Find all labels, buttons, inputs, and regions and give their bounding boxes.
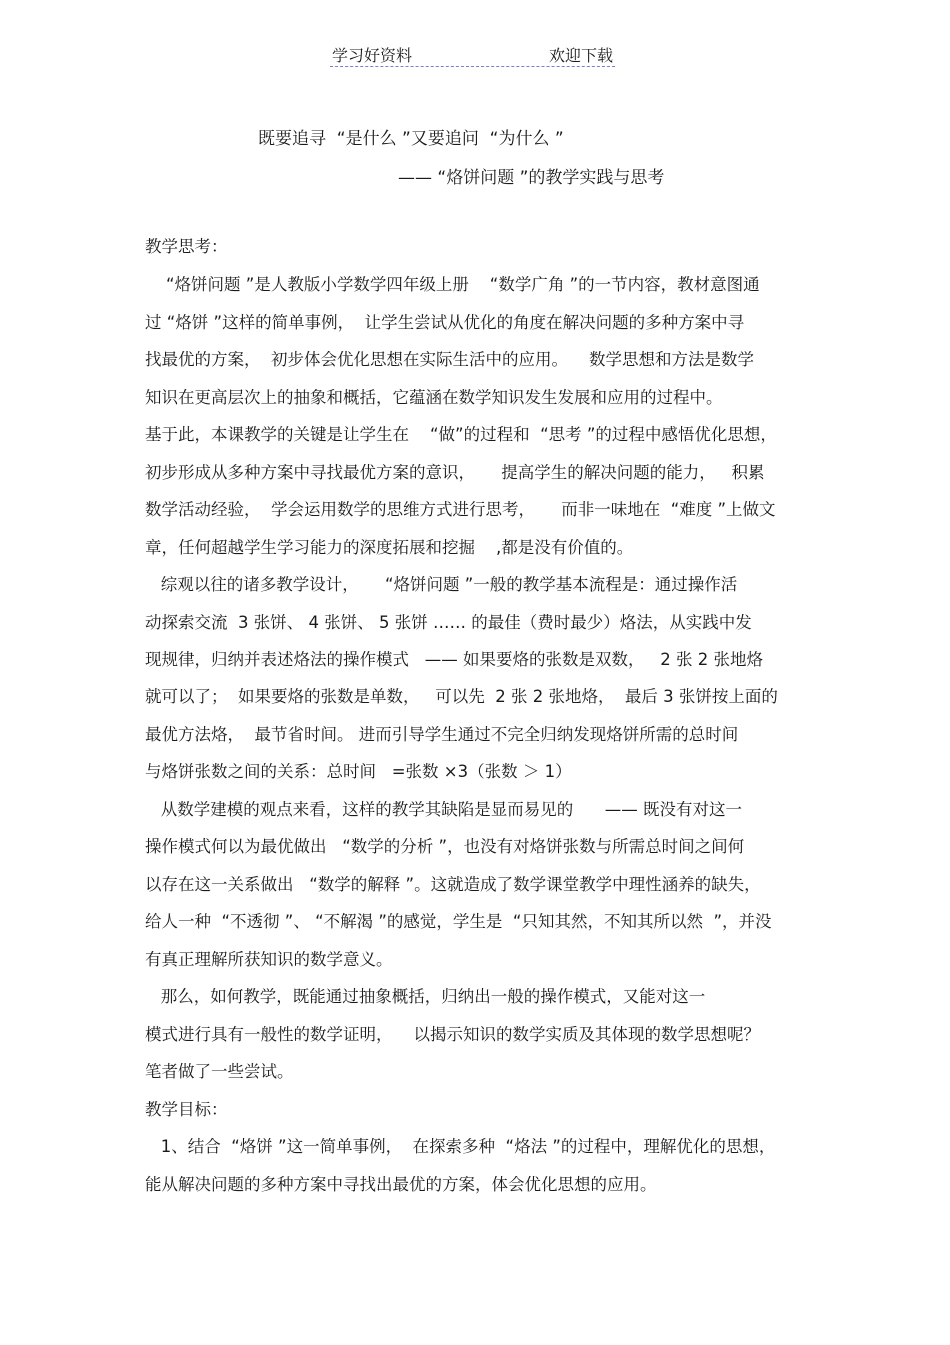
body-line: 初步形成从多种方案中寻找最优方案的意识， 提高学生的解决问题的能力， 积累 bbox=[145, 463, 765, 482]
section-heading-goals: 教学目标： bbox=[145, 1100, 228, 1119]
header-right-text: 欢迎下载 bbox=[548, 46, 613, 65]
section-heading-thinking: 教学思考： bbox=[145, 237, 228, 256]
body-line: 那么，如何教学，既能通过抽象概括，归纳出一般的操作模式，又能对这一 bbox=[145, 987, 706, 1006]
formula-line: 与烙饼张数之间的关系：总时间 =张数 ×3（张数 ＞ 1） bbox=[145, 762, 572, 781]
body-line: 知识在更高层次上的抽象和概括，它蕴涵在数学知识发生发展和应用的过程中。 bbox=[145, 388, 723, 407]
body-line: 能从解决问题的多种方案中寻找出最优的方案，体会优化思想的应用。 bbox=[145, 1175, 657, 1194]
body-line: 最优方法烙， 最节省时间。 进而引导学生通过不完全归纳发现烙饼所需的总时间 bbox=[145, 725, 739, 744]
document-subtitle: —— “烙饼问题 ”的教学实践与思考 bbox=[398, 168, 665, 188]
page-header bbox=[330, 40, 615, 67]
body-line: 章，任何超越学生学习能力的深度拓展和挖掘 ,都是没有价值的。 bbox=[145, 538, 634, 557]
header-left-text: 学习好资料 bbox=[332, 46, 413, 65]
body-line: 动探索交流 3 张饼、 4 张饼、 5 张饼 …… 的最佳（费时最少）烙法，从实践中发 bbox=[145, 613, 752, 632]
body-line: 现规律，归纳并表述烙法的操作模式 —— 如果要烙的张数是双数， 2 张 2 张地烙 bbox=[145, 650, 763, 669]
body-line: 综观以往的诸多教学设计， “烙饼问题 ”一般的教学基本流程是：通过操作活 bbox=[145, 575, 738, 594]
body-line: 数学活动经验， 学会运用数学的思维方式进行思考， 而非一味地在 “难度 ”上做文 bbox=[145, 500, 776, 519]
body-line: 找最优的方案， 初步体会优化思想在实际生活中的应用。 数学思想和方法是数学 bbox=[145, 350, 754, 369]
body-line: 基于此，本课教学的关键是让学生在 “做”的过程和 “思考 ”的过程中感悟优化思想， bbox=[145, 425, 777, 444]
body-line: 过 “烙饼 ”这样的简单事例， 让学生尝试从优化的角度在解决问题的多种方案中寻 bbox=[145, 313, 745, 332]
body-line: 以存在这一关系做出 “数学的解释 ”。这就造成了数学课堂教学中理性涵养的缺失， bbox=[145, 875, 761, 894]
body-line: 笔者做了一些尝试。 bbox=[145, 1062, 294, 1081]
body-line: 模式进行具有一般性的数学证明， 以揭示知识的数学实质及其体现的数学思想呢？ bbox=[145, 1025, 760, 1044]
body-line: “烙饼问题 ”是人教版小学数学四年级上册 “数学广角 ”的一节内容，教材意图通 bbox=[145, 275, 760, 294]
body-line: 有真正理解所获知识的数学意义。 bbox=[145, 950, 393, 969]
body-line: 操作模式何以为最优做出 “数学的分析 ”，也没有对烙饼张数与所需总时间之间何 bbox=[145, 837, 745, 856]
goal-item-1: 1、结合 “烙饼 ”这一简单事例， 在探索多种 “烙法 ”的过程中，理解优化的思想， bbox=[145, 1137, 776, 1156]
document-title: 既要追寻 “是什么 ”又要追问 “为什么 ” bbox=[258, 129, 564, 149]
body-line: 给人一种 “不透彻 ”、 “不解渴 ”的感觉，学生是 “只知其然，不知其所以然 ”，并没 bbox=[145, 912, 772, 931]
body-line: 就可以了； 如果要烙的张数是单数， 可以先 2 张 2 张地烙， 最后 3 张饼按上面的 bbox=[145, 687, 778, 706]
body-line: 从数学建模的观点来看，这样的教学其缺陷是显而易见的 —— 既没有对这一 bbox=[145, 800, 742, 819]
